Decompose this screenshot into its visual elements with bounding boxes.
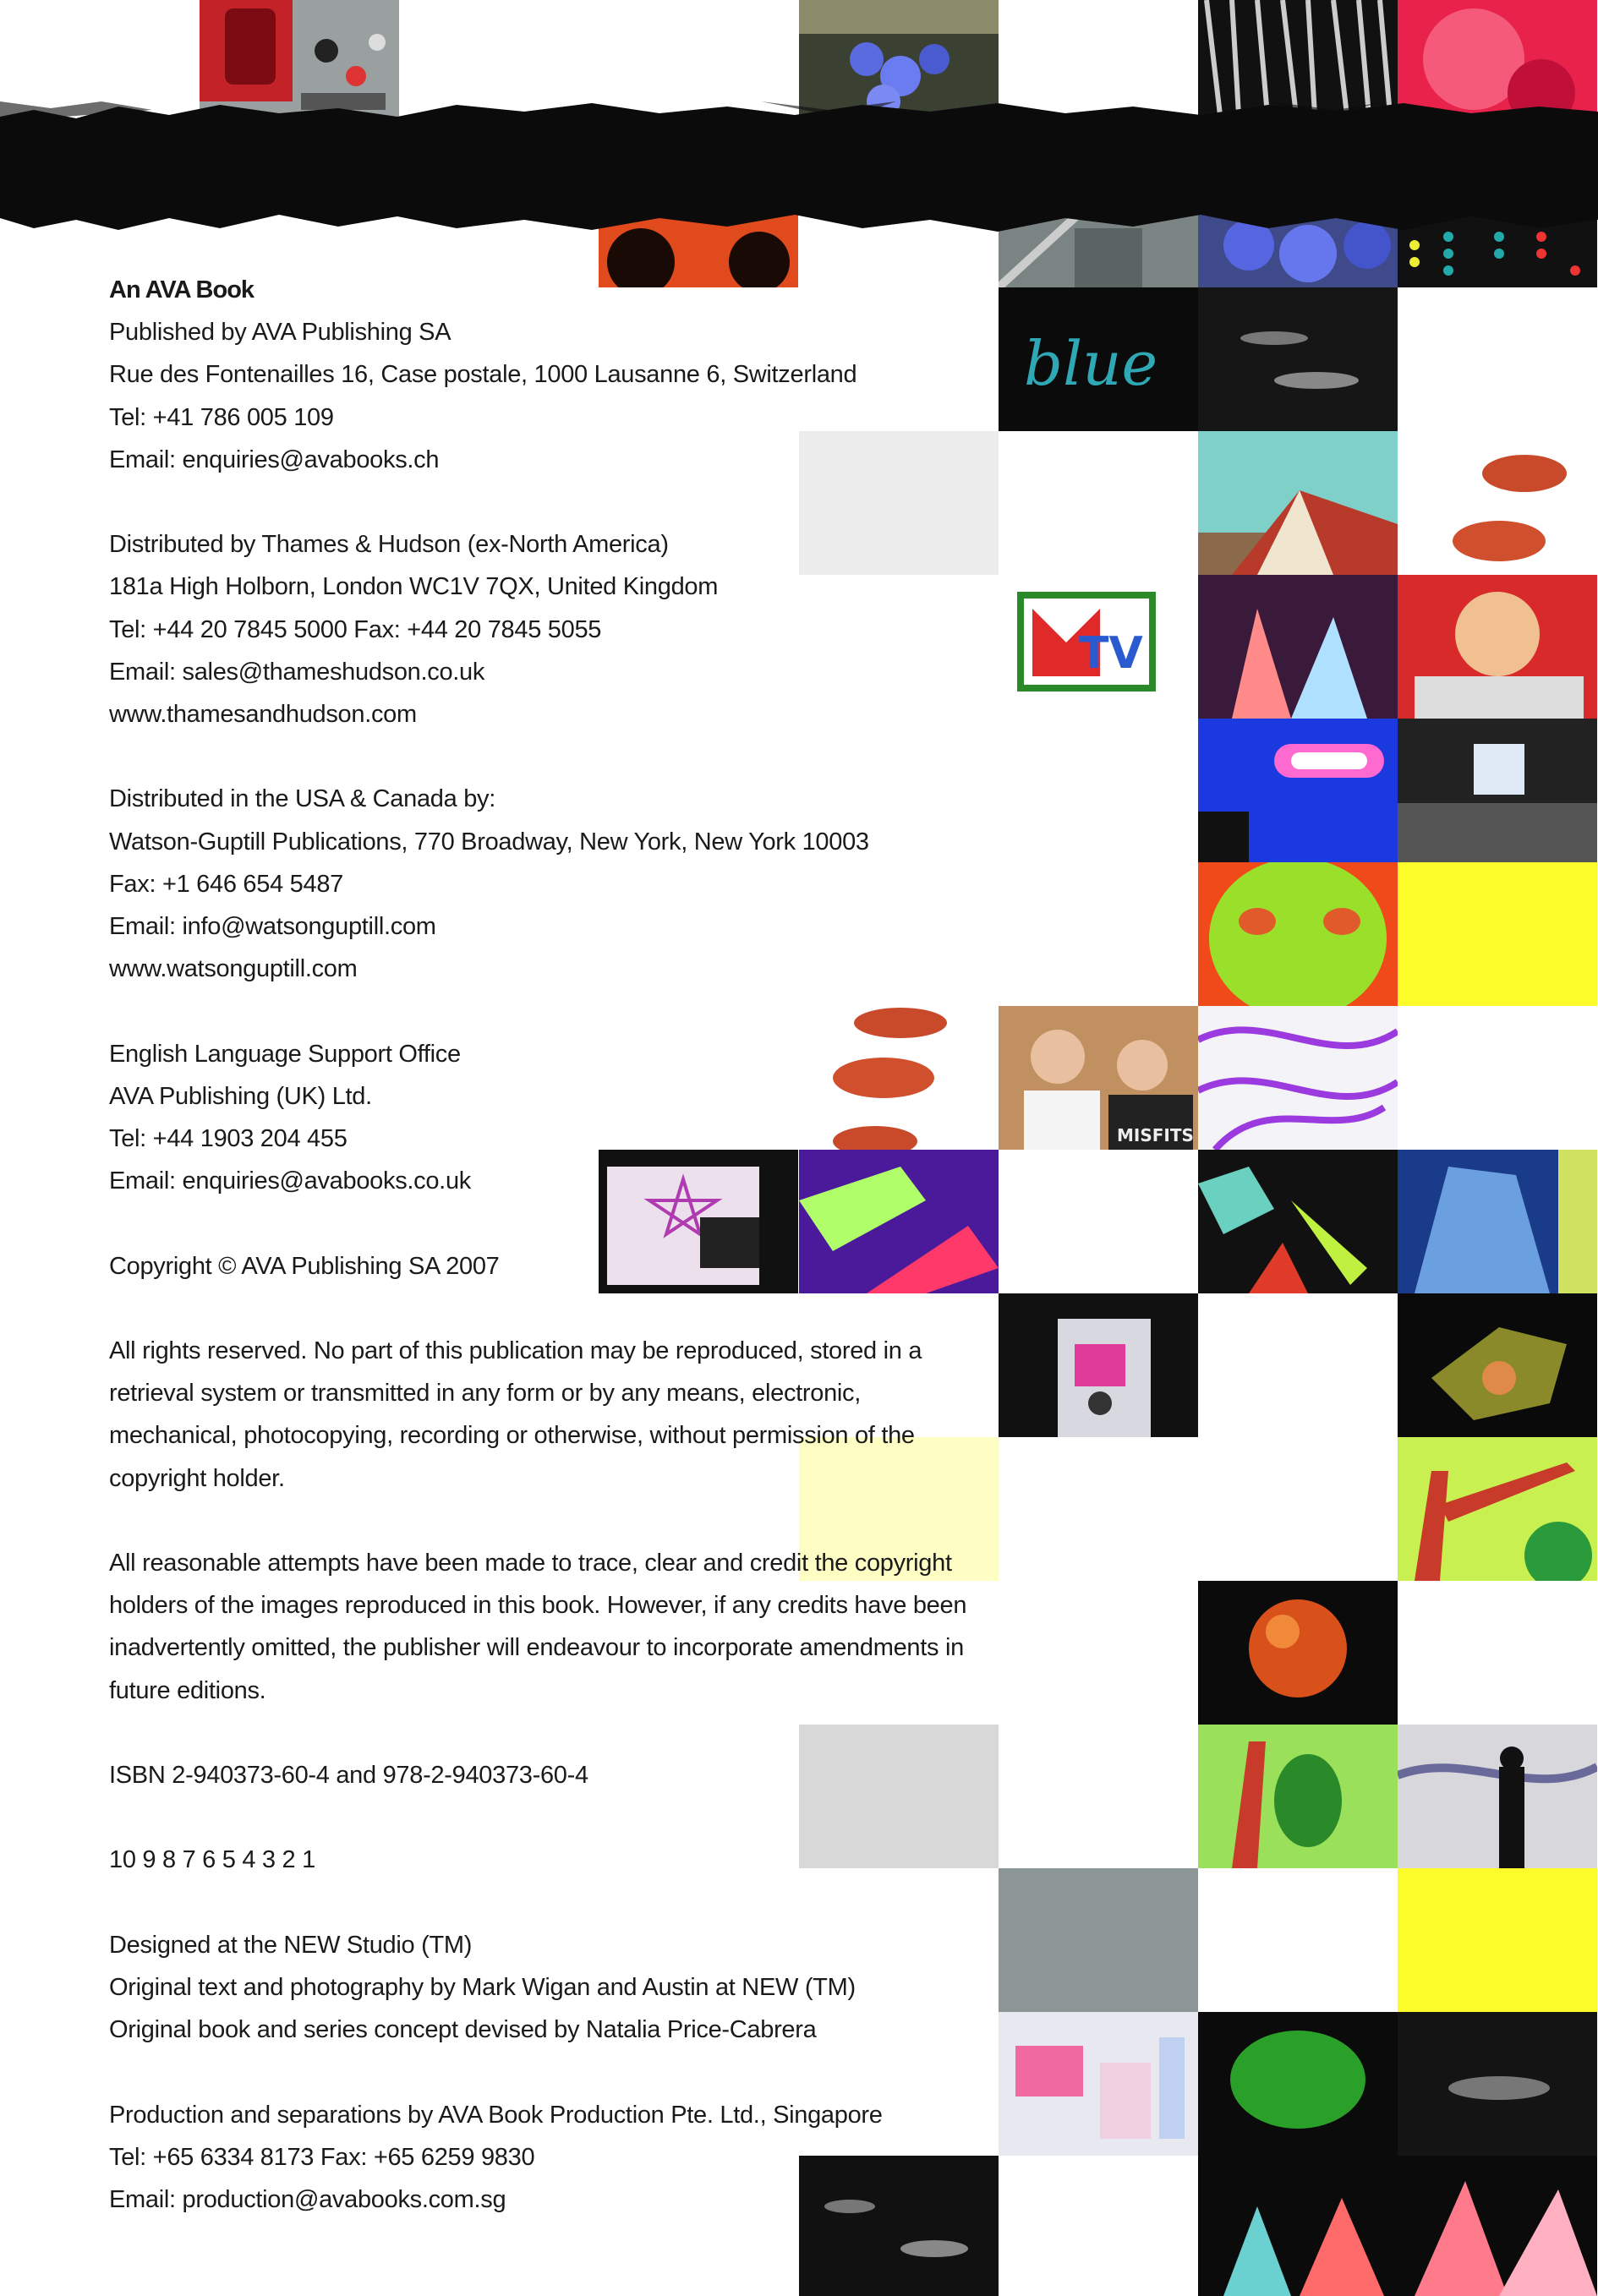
- circus-tent-illustration: [1198, 431, 1398, 575]
- us-distributor-email: Email: info@watsonguptill.com: [109, 913, 436, 941]
- bright-yellow-block: [1398, 862, 1597, 1006]
- us-distributor-website: www.watsonguptill.com: [109, 955, 358, 983]
- djs-photo: [999, 1006, 1198, 1150]
- blue-hand-photo: [1398, 1150, 1597, 1293]
- slate-grey-block: [999, 1868, 1198, 2012]
- uk-distributor-phone: Tel: +44 20 7845 5000 Fax: +44 20 7845 5055: [109, 615, 602, 643]
- green-face-illustration: [1198, 862, 1398, 1006]
- uk-distributor-address: 181a High Holborn, London WC1V 7QX, United Kingdom: [109, 573, 719, 601]
- dark-lips-photo-lower: [1398, 2012, 1597, 2156]
- blue-handwriting-tile: [999, 287, 1198, 431]
- tshirt-print-text: MISFITS: [1117, 1125, 1194, 1145]
- tech-stage-photo: [1398, 719, 1597, 862]
- concept-credit: Original book and series concept devised by Natalia Price-Cabrera: [109, 2016, 817, 2044]
- us-distributor-fax: Fax: +1 646 654 5487: [109, 870, 343, 898]
- cartoon-robot-photo: [1398, 575, 1597, 719]
- torn-black-banner: [0, 101, 1598, 237]
- uk-distributor-website: www.thamesandhudson.com: [109, 701, 417, 729]
- uk-distributor-line: Distributed by Thames & Hudson (ex-North America): [109, 531, 669, 559]
- blue-handwriting-text: blue: [1024, 328, 1158, 399]
- publisher-line: Published by AVA Publishing SA: [109, 319, 451, 347]
- support-office-tel: Tel: +44 1903 204 455: [109, 1125, 348, 1153]
- book-heading: An AVA Book: [109, 276, 254, 303]
- green-fist-photo: [1198, 2012, 1398, 2156]
- orange-ball-photo: [1198, 1581, 1398, 1725]
- rabbits-illustration-top: [1398, 431, 1597, 575]
- colored-hands-photo: [1198, 575, 1398, 719]
- print-line: 10 9 8 7 6 5 4 3 2 1: [109, 1846, 315, 1874]
- attempts-line-2: holders of the images reproduced in this book. However, if any credits have been: [109, 1592, 967, 1620]
- blue-pink-tube-photo: [1198, 719, 1398, 862]
- dark-lips-photo: [1198, 287, 1398, 431]
- colophon-text: [109, 269, 1014, 2221]
- purple-cables-photo: [1198, 1006, 1398, 1150]
- us-distributor-line: Distributed in the USA & Canada by:: [109, 785, 495, 813]
- support-office-company: AVA Publishing (UK) Ltd.: [109, 1082, 372, 1110]
- support-office-title: English Language Support Office: [109, 1040, 461, 1068]
- publisher-tel: Tel: +41 786 005 109: [109, 403, 334, 431]
- publisher-address: Rue des Fontenailles 16, Case postale, 1000 Lausanne 6, Switzerland: [109, 361, 857, 389]
- rights-line-4: copyright holder.: [109, 1464, 285, 1492]
- production-email: Email: production@avabooks.com.sg: [109, 2185, 506, 2213]
- design-credit: Designed at the NEW Studio (TM): [109, 1931, 473, 1959]
- media-player-photo: [999, 1293, 1198, 1437]
- attempts-line-3: inadvertently omitted, the publisher will endeavour to incorporate amendments in: [109, 1634, 964, 1662]
- attempts-line-1: All reasonable attempts have been made to trace, clear and credit the copyright: [109, 1550, 952, 1577]
- support-office-email: Email: enquiries@avabooks.co.uk: [109, 1167, 471, 1195]
- photographer-silhouette-photo: [1398, 1725, 1597, 1868]
- rights-line-2: retrieval system or transmitted in any form or by any means, electronic,: [109, 1380, 862, 1408]
- hands-silhouette-photo: [1198, 1150, 1398, 1293]
- copyright-line: Copyright © AVA Publishing SA 2007: [109, 1252, 500, 1280]
- rights-line-3: mechanical, photocopying, recording or otherwise, without permission of the: [109, 1422, 915, 1450]
- attempts-line-4: future editions.: [109, 1676, 266, 1704]
- text-photo-credit: Original text and photography by Mark Wigan and Austin at NEW (TM): [109, 1973, 856, 2001]
- pink-gadget-photo: [999, 2012, 1198, 2156]
- watermelon-tree-illustration: [1198, 1725, 1398, 1868]
- tree-butterfly-illustration: [1398, 1437, 1597, 1581]
- mtv-logo-text: TV: [1079, 628, 1143, 679]
- reaching-hands-photo: [1198, 2156, 1398, 2296]
- rights-line-1: All rights reserved. No part of this publication may be reproduced, stored in a: [109, 1337, 922, 1364]
- publisher-email: Email: enquiries@avabooks.ch: [109, 446, 440, 473]
- glowing-hand-photo: [1398, 1293, 1597, 1437]
- production-phone: Tel: +65 6334 8173 Fax: +65 6259 9830: [109, 2143, 535, 2171]
- mtv-logo-tile: [999, 575, 1198, 719]
- yellow-block-lower: [1398, 1868, 1597, 2012]
- isbn-line: ISBN 2-940373-60-4 and 978-2-940373-60-4: [109, 1762, 588, 1789]
- production-line: Production and separations by AVA Book Production Pte. Ltd., Singapore: [109, 2101, 883, 2129]
- uk-distributor-email: Email: sales@thameshudson.co.uk: [109, 658, 485, 686]
- pink-hands-photo: [1398, 2156, 1597, 2296]
- us-distributor-address: Watson-Guptill Publications, 770 Broadway, New York, New York 10003: [109, 828, 869, 856]
